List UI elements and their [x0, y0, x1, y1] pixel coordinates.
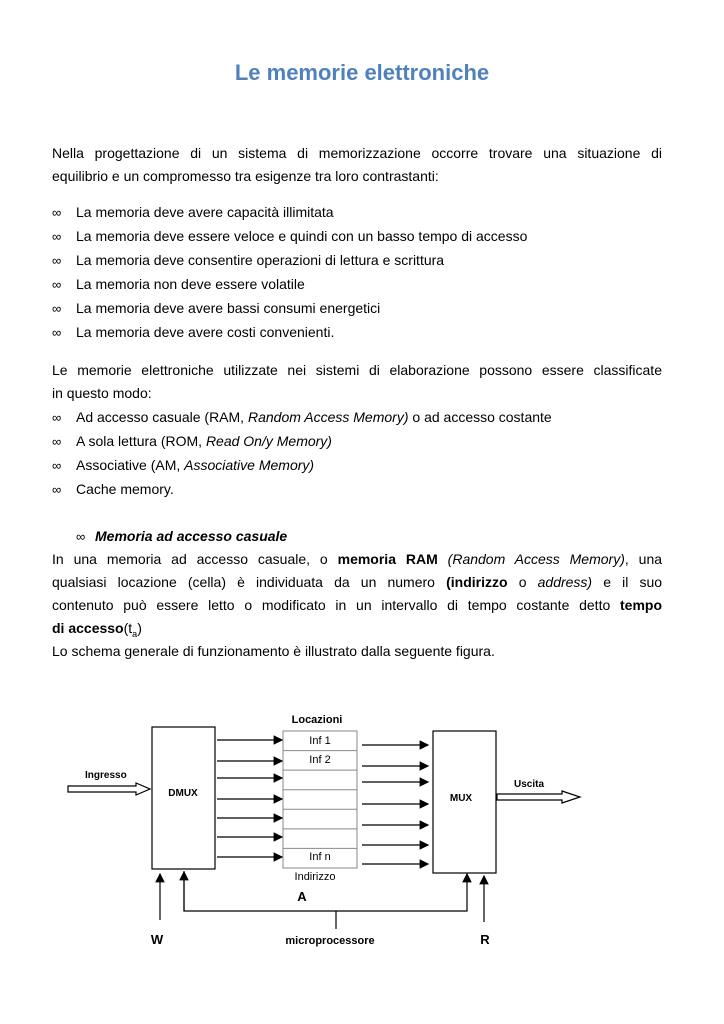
bold-text: di accesso — [52, 620, 124, 636]
list-item-text: Cache memory. — [76, 481, 174, 497]
list-item-text: La memoria deve essere veloce e quindi con un basso tempo di accesso — [76, 228, 528, 244]
classification-line-2: in questo modo: — [52, 385, 152, 401]
cell-label: Inf 1 — [309, 735, 331, 747]
text: (t — [123, 620, 133, 636]
dmux-label: DMUX — [168, 788, 198, 799]
text: ) — [137, 620, 142, 636]
bold-text: memoria RAM — [337, 551, 438, 567]
bold-text: tempo — [620, 597, 662, 613]
infinity-bullet-icon: ∞ — [52, 482, 62, 497]
list-item-text: La memoria deve avere capacità illimitata — [76, 204, 334, 220]
subscript: a — [132, 628, 138, 639]
output-arrow-icon — [497, 791, 580, 803]
text: qualsiasi locazione (cella) è individuata da un numero — [52, 574, 435, 590]
infinity-bullet-icon: ∞ — [52, 301, 62, 316]
infinity-bullet-icon: ∞ — [52, 410, 62, 425]
text: , una — [624, 551, 663, 567]
mux-label: MUX — [449, 793, 473, 804]
infinity-bullet-icon: ∞ — [52, 205, 62, 220]
infinity-bullet-icon: ∞ — [52, 458, 62, 473]
text: contenuto può essere letto o modificato in un intervallo di tempo costante detto — [52, 597, 611, 613]
infinity-bullet-icon: ∞ — [52, 277, 62, 292]
cell-label: Inf 2 — [309, 754, 331, 766]
dmux-output-arrows — [217, 740, 282, 857]
r-label: R — [480, 932, 490, 947]
memory-cells — [283, 731, 357, 868]
text: o — [518, 574, 527, 590]
text: In una memoria ad accesso casuale, o — [52, 551, 328, 567]
list-item-text: A sola lettura (ROM, — [76, 433, 206, 449]
list-item-text: La memoria deve avere costi convenienti. — [76, 324, 335, 340]
list-item-text: Ad accesso casuale (RAM, — [76, 409, 248, 425]
infinity-bullet-icon: ∞ — [52, 229, 62, 244]
list-item-text: La memoria deve consentire operazioni di lettura e scrittura — [76, 252, 445, 268]
infinity-bullet-icon: ∞ — [52, 325, 62, 340]
locazioni-label: Locazioni — [291, 714, 343, 726]
ram-line-5: Lo schema generale di funzionamento è illustrato dalla seguente figura. — [52, 643, 495, 659]
mux-input-arrows — [362, 745, 428, 864]
section-heading-text: Memoria ad accesso casuale — [95, 528, 288, 544]
a-label: A — [297, 889, 307, 904]
italic-text: address) — [537, 574, 593, 590]
infinity-bullet-icon: ∞ — [76, 529, 86, 544]
list-item-italic: Associative Memory) — [184, 457, 315, 473]
intro-line-1: Nella progettazione di un sistema di memorizzazione occorre trovare una situazione di — [52, 145, 662, 161]
infinity-bullet-icon: ∞ — [52, 434, 62, 449]
input-arrow-icon — [68, 783, 150, 795]
text: e il suo — [603, 574, 663, 590]
indirizzo-label: Indirizzo — [294, 871, 336, 883]
list-item-text: La memoria deve avere bassi consumi energetici — [76, 300, 381, 316]
page-title: Le memorie elettroniche — [234, 60, 490, 85]
list-item-text: o ad accesso costante — [408, 409, 552, 425]
intro-line-2: equilibrio e un compromesso tra esigenze tra loro contrastanti: — [52, 168, 439, 184]
list-item-italic: Random Access Memory) — [247, 409, 409, 425]
list-item-text: Associative (AM, — [76, 457, 185, 473]
list-item-text: La memoria non deve essere volatile — [76, 276, 305, 292]
bold-text: (indirizzo — [446, 574, 508, 590]
w-label: W — [150, 932, 164, 947]
italic-text: (Random Access Memory) — [447, 551, 625, 567]
list-item-italic: Read On/y Memory) — [205, 433, 332, 449]
ingresso-label: Ingresso — [85, 770, 127, 781]
classification-line-1: Le memorie elettroniche utilizzate nei sistemi di elaborazione possono essere classificate — [52, 362, 662, 378]
microprocessore-label: microprocessore — [285, 935, 375, 947]
infinity-bullet-icon: ∞ — [52, 253, 62, 268]
cell-label: Inf n — [309, 851, 331, 863]
uscita-label: Uscita — [514, 779, 545, 790]
